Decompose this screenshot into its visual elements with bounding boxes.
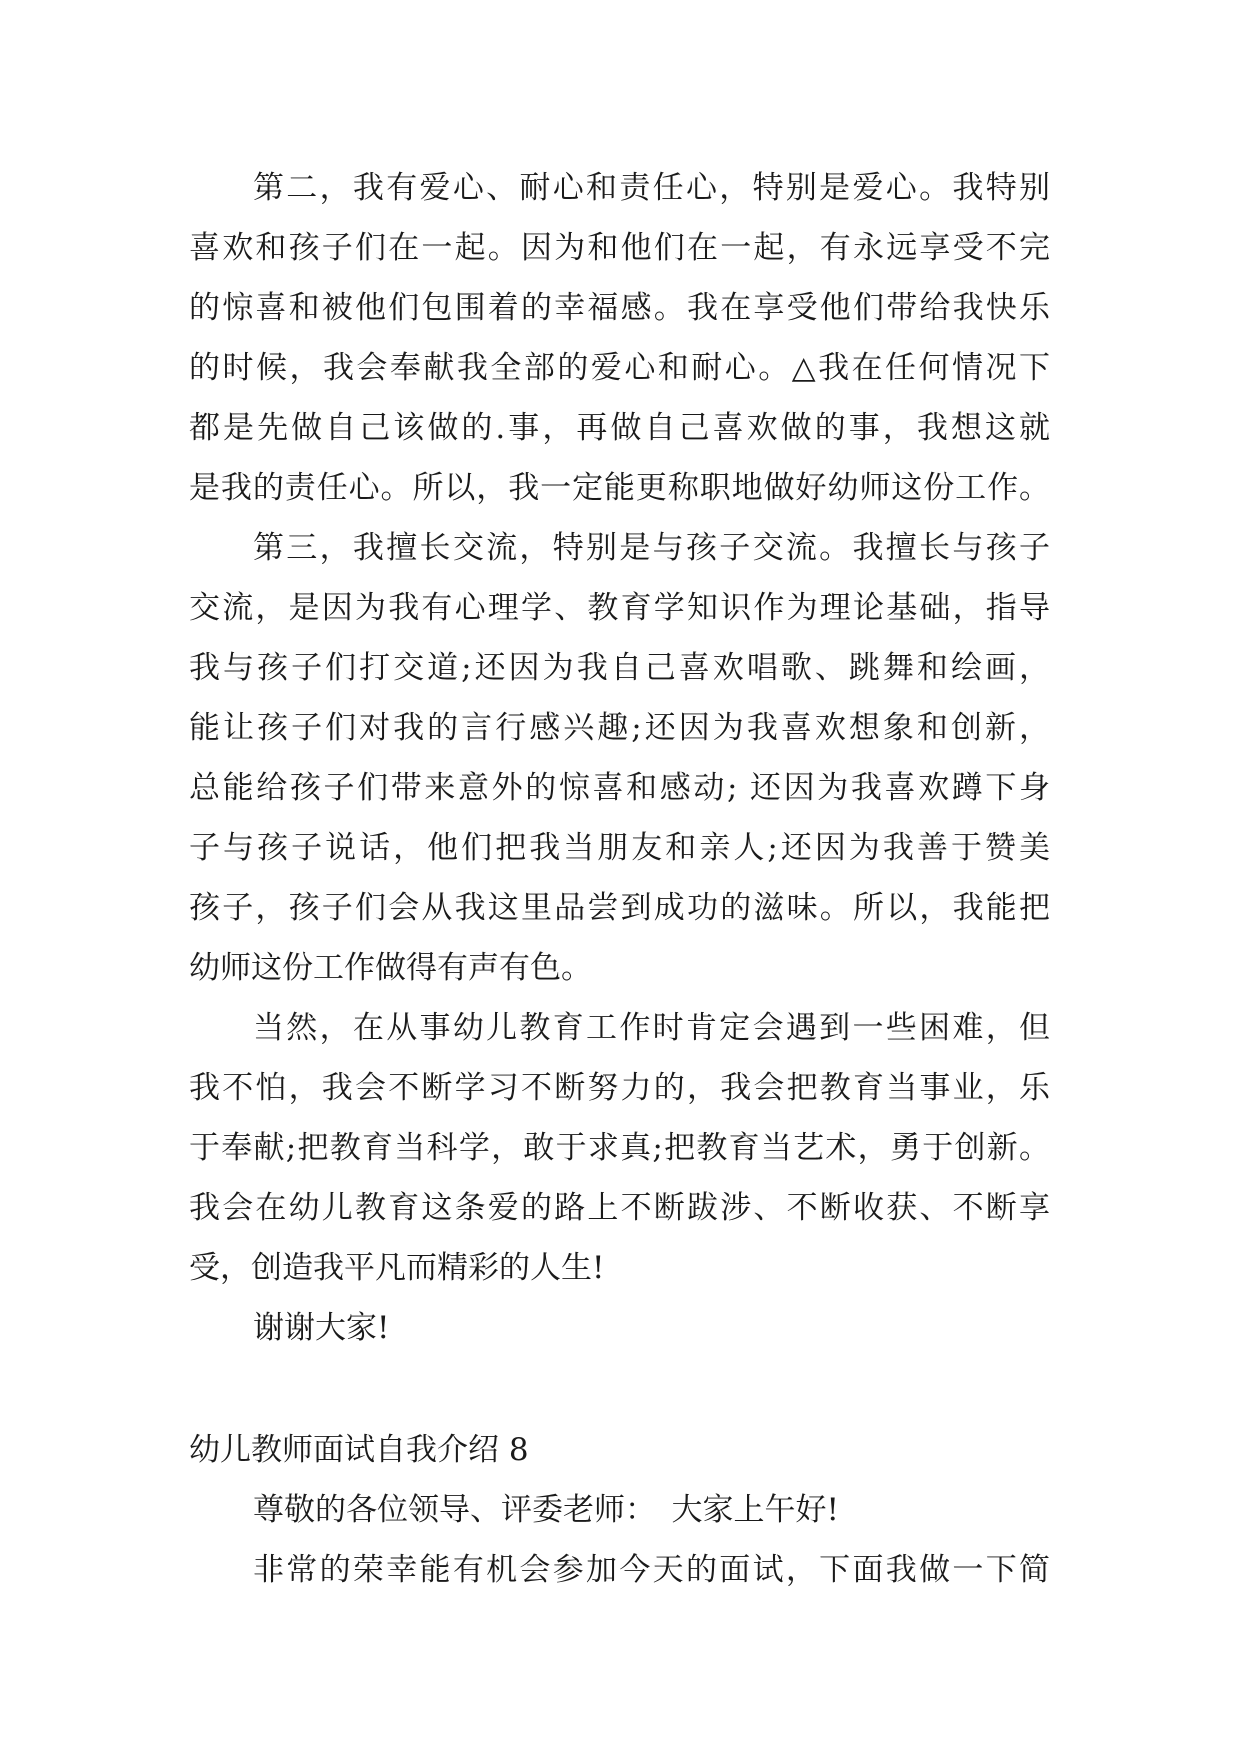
text-line: 子与孩子说话，他们把我当朋友和亲人;还因为我善于赞美 [189,830,1050,866]
text-line: 受，创造我平凡而精彩的人生! [189,1250,605,1286]
text-line: 当然，在从事幼儿教育工作时肯定会遇到一些困难，但 [253,1010,1050,1046]
text-line: 的时候，我会奉献我全部的爱心和耐心。△我在任何情况下 [189,350,1050,386]
paragraph-thanks [189,1298,1050,1358]
opening-line: 非常的荣幸能有机会参加今天的面试，下面我做一下简 [253,1552,1050,1588]
paragraph-third-point [189,518,1050,998]
text-line: 第三，我擅长交流，特别是与孩子交流。我擅长与孩子 [253,530,1050,566]
section-heading: 幼儿教师面试自我介绍 8 [189,1432,529,1468]
text-line: 是我的责任心。所以，我一定能更称职地做好幼师这份工作。 [189,470,1050,506]
text-line: 总能给孩子们带来意外的惊喜和感动; 还因为我喜欢蹲下身 [189,770,1050,806]
text-line: 交流，是因为我有心理学、教育学知识作为理论基础，指导 [189,590,1050,626]
text-line: 我与孩子们打交道;还因为我自己喜欢唱歌、跳舞和绘画， [189,650,1050,686]
text-line: 谢谢大家! [253,1310,390,1346]
section-spacer [189,1358,1050,1420]
text-line: 的惊喜和被他们包围着的幸福感。我在享受他们带给我快乐 [189,290,1050,326]
text-line: 我会在幼儿教育这条爱的路上不断跋涉、不断收获、不断享 [189,1190,1050,1226]
text-line: 能让孩子们对我的言行感兴趣;还因为我喜欢想象和创新， [189,710,1050,746]
paragraph-conclusion [189,998,1050,1298]
text-line: 孩子，孩子们会从我这里品尝到成功的滋味。所以，我能把 [189,890,1050,926]
paragraph-second-point [189,158,1050,518]
greeting-line: 尊敬的各位领导、评委老师： 大家上午好! [253,1492,839,1528]
text-line: 我不怕，我会不断学习不断努力的，我会把教育当事业，乐 [189,1070,1050,1106]
text-line: 都是先做自己该做的.事，再做自己喜欢做的事，我想这就 [189,410,1050,446]
text-line: 于奉献;把教育当科学，敢于求真;把教育当艺术，勇于创新。 [189,1130,1050,1166]
document-body [189,158,1050,1600]
text-line: 喜欢和孩子们在一起。因为和他们在一起，有永远享受不完 [189,230,1050,266]
text-line: 第二，我有爱心、耐心和责任心，特别是爱心。我特别 [253,170,1050,206]
text-line: 幼师这份工作做得有声有色。 [189,950,592,986]
